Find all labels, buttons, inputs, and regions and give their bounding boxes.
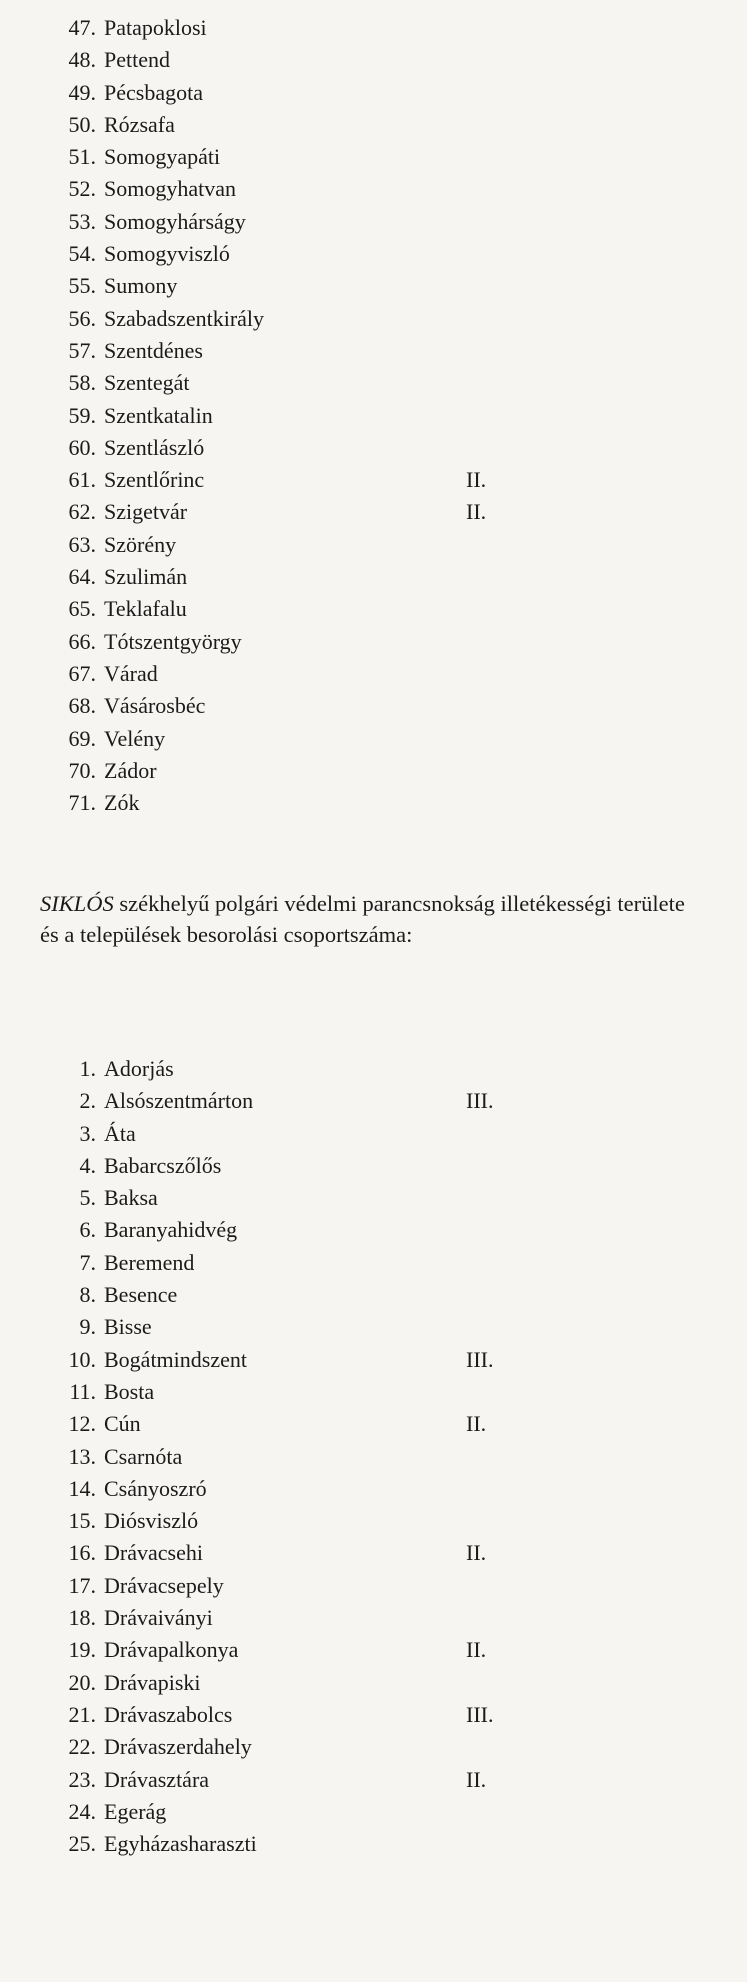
settlement-number: 55. xyxy=(68,273,96,299)
settlement-row xyxy=(58,1796,618,1828)
settlement-name: Várad xyxy=(104,660,158,686)
settlement-name: Drávapalkonya xyxy=(104,1637,239,1663)
settlement-row xyxy=(58,206,618,238)
settlement-number: 10. xyxy=(68,1346,96,1372)
settlement-row xyxy=(58,109,618,141)
intro-text: székhelyű polgári védelmi parancsnokság illetékességi területe és a települések besorolási csoportszáma: xyxy=(40,891,685,947)
settlement-number: 61. xyxy=(68,467,96,493)
seat-city-name: SIKLÓS xyxy=(40,891,114,916)
settlement-row xyxy=(58,335,618,367)
settlement-number: 5. xyxy=(79,1185,96,1211)
settlement-group-number: II. xyxy=(466,1411,487,1437)
settlement-row xyxy=(58,400,618,432)
settlement-row xyxy=(58,464,618,496)
settlement-name: Alsószentmárton xyxy=(104,1088,254,1114)
settlement-number: 20. xyxy=(68,1669,96,1695)
settlement-name: Somogyhárságy xyxy=(104,208,246,234)
settlement-row xyxy=(58,658,618,690)
settlement-number: 53. xyxy=(68,208,96,234)
settlement-number: 65. xyxy=(68,596,96,622)
settlement-row xyxy=(58,1473,618,1505)
settlement-group-number: II. xyxy=(466,467,487,493)
settlement-name: Pettend xyxy=(104,47,170,73)
settlement-name: Szulimán xyxy=(104,564,188,590)
settlement-row xyxy=(58,1634,618,1666)
settlement-name: Csányoszró xyxy=(104,1475,207,1501)
settlement-row xyxy=(58,787,618,819)
settlement-number: 24. xyxy=(68,1798,96,1824)
settlement-row xyxy=(58,593,618,625)
settlement-name: Egerág xyxy=(104,1798,167,1824)
settlement-number: 2. xyxy=(79,1088,96,1114)
settlement-name: Somogyhatvan xyxy=(104,176,236,202)
settlement-list-continued xyxy=(58,12,618,819)
settlement-row xyxy=(58,1764,618,1796)
settlement-name: Csarnóta xyxy=(104,1443,183,1469)
settlement-number: 6. xyxy=(79,1217,96,1243)
settlement-group-number: III. xyxy=(466,1088,494,1114)
settlement-row xyxy=(58,77,618,109)
settlement-name: Bisse xyxy=(104,1314,152,1340)
settlement-group-number: II. xyxy=(466,499,487,525)
settlement-name: Szentegát xyxy=(104,370,190,396)
settlement-number: 19. xyxy=(68,1637,96,1663)
settlement-number: 59. xyxy=(68,402,96,428)
settlement-number: 50. xyxy=(68,111,96,137)
settlement-number: 7. xyxy=(79,1249,96,1275)
settlement-name: Bogátmindszent xyxy=(104,1346,247,1372)
settlement-number: 67. xyxy=(68,660,96,686)
settlement-number: 68. xyxy=(68,693,96,719)
settlement-name: Babarcszőlős xyxy=(104,1152,222,1178)
settlement-number: 60. xyxy=(68,434,96,460)
settlement-number: 18. xyxy=(68,1605,96,1631)
settlement-name: Drávasztára xyxy=(104,1766,210,1792)
settlement-name: Szentlászló xyxy=(104,434,205,460)
settlement-number: 69. xyxy=(68,725,96,751)
settlement-number: 47. xyxy=(68,15,96,40)
settlement-number: 48. xyxy=(68,47,96,73)
settlement-row xyxy=(58,1570,618,1602)
settlement-number: 3. xyxy=(79,1120,96,1146)
settlement-name: Szentdénes xyxy=(104,337,203,363)
settlement-name: Bosta xyxy=(104,1378,155,1404)
settlement-name: Áta xyxy=(104,1120,136,1146)
settlement-name: Somogyapáti xyxy=(104,144,221,170)
settlement-group-number: II. xyxy=(466,1637,487,1663)
settlement-row xyxy=(58,432,618,464)
settlement-name: Beremend xyxy=(104,1249,195,1275)
settlement-name: Drávacsehi xyxy=(104,1540,203,1566)
settlement-name: Drávapiski xyxy=(104,1669,201,1695)
settlement-row xyxy=(58,529,618,561)
settlement-number: 70. xyxy=(68,757,96,783)
settlement-name: Cún xyxy=(104,1411,141,1437)
settlement-row xyxy=(58,367,618,399)
settlement-row xyxy=(58,1376,618,1408)
settlement-number: 21. xyxy=(68,1701,96,1727)
settlement-name: Vásárosbéc xyxy=(104,693,206,719)
settlement-group-number: III. xyxy=(466,1346,494,1372)
settlement-row xyxy=(58,173,618,205)
settlement-number: 51. xyxy=(68,144,96,170)
settlement-number: 8. xyxy=(79,1282,96,1308)
settlement-name: Zádor xyxy=(104,757,157,783)
settlement-number: 9. xyxy=(79,1314,96,1340)
settlement-row xyxy=(58,1118,618,1150)
settlement-row xyxy=(58,238,618,270)
settlement-number: 62. xyxy=(68,499,96,525)
settlement-name: Baksa xyxy=(104,1185,158,1211)
settlement-row xyxy=(58,1311,618,1343)
settlement-name: Egyházasharaszti xyxy=(104,1831,257,1857)
settlement-row xyxy=(58,44,618,76)
settlement-row xyxy=(58,1699,618,1731)
settlement-row xyxy=(58,303,618,335)
settlement-row xyxy=(58,12,618,44)
settlement-number: 64. xyxy=(68,564,96,590)
settlement-name: Teklafalu xyxy=(104,596,187,622)
settlement-row xyxy=(58,1505,618,1537)
settlement-row xyxy=(58,690,618,722)
settlement-row xyxy=(58,1441,618,1473)
settlement-number: 58. xyxy=(68,370,96,396)
settlement-number: 23. xyxy=(68,1766,96,1792)
settlement-number: 56. xyxy=(68,305,96,331)
settlement-number: 17. xyxy=(68,1572,96,1598)
settlement-row xyxy=(58,1279,618,1311)
settlement-number: 1. xyxy=(79,1056,96,1081)
settlement-row xyxy=(58,1214,618,1246)
settlement-row xyxy=(58,1247,618,1279)
settlement-row xyxy=(58,626,618,658)
settlement-number: 15. xyxy=(68,1508,96,1534)
settlement-number: 63. xyxy=(68,531,96,557)
settlement-number: 14. xyxy=(68,1475,96,1501)
settlement-number: 54. xyxy=(68,241,96,267)
settlement-name: Drávaiványi xyxy=(104,1605,213,1631)
settlement-row xyxy=(58,1602,618,1634)
settlement-name: Szentkatalin xyxy=(104,402,213,428)
settlement-number: 4. xyxy=(79,1152,96,1178)
settlement-name: Drávaszabolcs xyxy=(104,1701,233,1727)
settlement-number: 25. xyxy=(68,1831,96,1857)
settlement-name: Rózsafa xyxy=(104,111,175,137)
settlement-name: Szörény xyxy=(104,531,177,557)
settlement-name: Velény xyxy=(104,725,166,751)
settlement-name: Diósviszló xyxy=(104,1508,199,1534)
settlement-name: Patapoklosi xyxy=(104,15,207,40)
settlement-name: Baranyahidvég xyxy=(104,1217,238,1243)
settlement-row xyxy=(58,1150,618,1182)
settlement-name: Pécsbagota xyxy=(104,79,203,105)
settlement-name: Szabadszentkirály xyxy=(104,305,265,331)
settlement-row xyxy=(58,1182,618,1214)
settlement-number: 16. xyxy=(68,1540,96,1566)
settlement-number: 52. xyxy=(68,176,96,202)
settlement-name: Drávaszerdahely xyxy=(104,1734,252,1760)
settlement-number: 12. xyxy=(68,1411,96,1437)
settlement-name: Szentlőrinc xyxy=(104,467,205,493)
settlement-group-number: II. xyxy=(466,1540,487,1566)
settlement-row xyxy=(58,1537,618,1569)
settlement-row xyxy=(58,561,618,593)
settlement-row xyxy=(58,1667,618,1699)
settlement-name: Drávacsepely xyxy=(104,1572,224,1598)
settlement-name: Besence xyxy=(104,1282,178,1308)
settlement-row xyxy=(58,1731,618,1763)
settlement-row xyxy=(58,141,618,173)
settlement-name: Somogyviszló xyxy=(104,241,230,267)
settlement-number: 49. xyxy=(68,79,96,105)
settlement-number: 11. xyxy=(69,1378,96,1404)
settlement-row xyxy=(58,1828,618,1860)
settlement-number: 66. xyxy=(68,628,96,654)
settlement-row xyxy=(58,1053,618,1085)
settlement-name: Szigetvár xyxy=(104,499,188,525)
section-intro-paragraph xyxy=(40,888,700,950)
settlement-row xyxy=(58,1085,618,1117)
settlement-name: Adorjás xyxy=(104,1056,174,1081)
settlement-row xyxy=(58,270,618,302)
settlement-group-number: III. xyxy=(466,1701,494,1727)
settlement-number: 57. xyxy=(68,337,96,363)
settlement-name: Zók xyxy=(104,790,140,816)
siklos-settlement-list xyxy=(58,1053,618,1860)
settlement-name: Tótszentgyörgy xyxy=(104,628,242,654)
settlement-row xyxy=(58,723,618,755)
settlement-row xyxy=(58,1344,618,1376)
settlement-number: 13. xyxy=(68,1443,96,1469)
settlement-name: Sumony xyxy=(104,273,178,299)
settlement-number: 22. xyxy=(68,1734,96,1760)
settlement-row xyxy=(58,1408,618,1440)
settlement-row xyxy=(58,496,618,528)
settlement-number: 71. xyxy=(68,790,96,816)
settlement-group-number: II. xyxy=(466,1766,487,1792)
settlement-row xyxy=(58,755,618,787)
